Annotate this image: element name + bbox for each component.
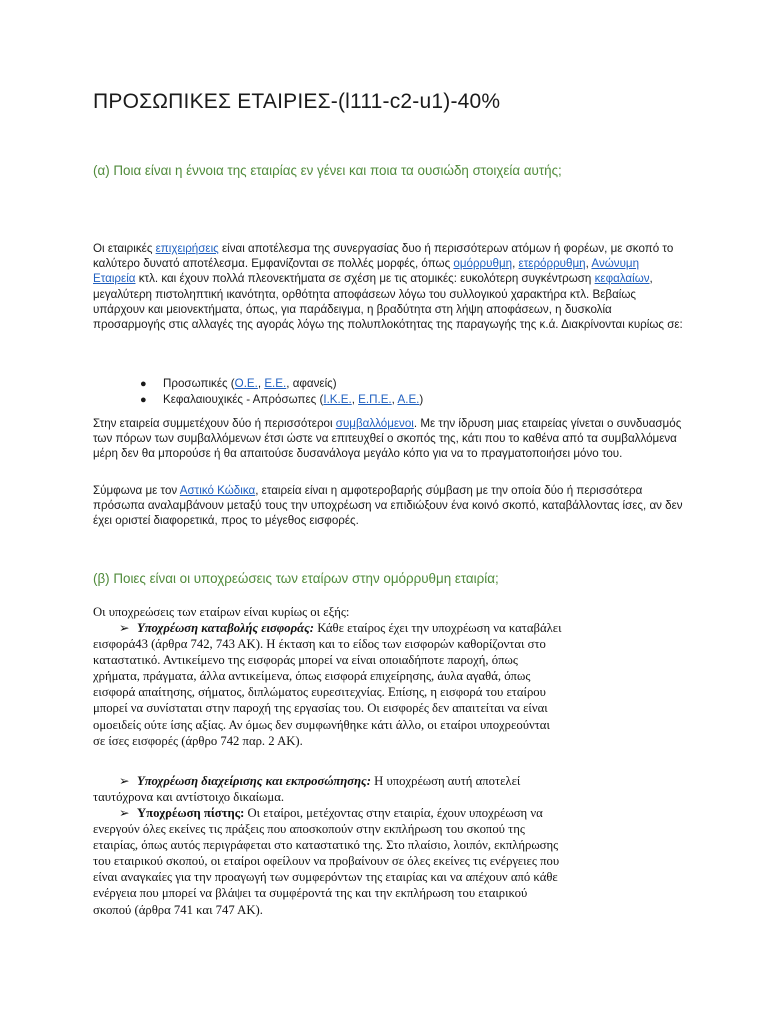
text-span: , — [391, 393, 398, 406]
link-epe[interactable]: Ε.Π.Ε. — [358, 393, 392, 406]
link-ike[interactable]: Ι.Κ.Ε. — [323, 393, 352, 406]
civil-code-paragraph — [93, 483, 683, 529]
company-types-list — [93, 376, 423, 408]
obligation-heading: Υποχρέωση διαχείρισης και εκπροσώπησης: — [137, 774, 371, 788]
text-span: , εταιρεία είναι η αμφοτεροβαρής σύμβαση με την οποία δύο ή περισσότερα πρόσωπα αναλαμβάνουν μεταξύ τους την υποχρέωση να επιδιώξουν ένα κοινό σκοπό, καταβάλλοντας ίσες, αν δεν έχει οριστεί διαφορετικά, προς το μέγεθος εισφορές. — [93, 484, 683, 528]
list-item — [93, 376, 423, 392]
text-span: , — [512, 257, 519, 271]
obligations-intro: Οι υποχρεώσεις των εταίρων είναι κυρίως οι εξής: — [93, 605, 350, 619]
link-symvallomenoi[interactable]: συμβαλλόμενοι — [335, 417, 414, 430]
obligation-text: Οι εταίροι, μετέχοντας στην εταιρία, έχουν υποχρέωση να ενεργούν όλες εκείνες τις πράξεις που αποσκοπούν στην εκπλήρωση του σκοπού της εταιρίας, όπως αυτός περιγράφεται στο καταστατικό της. Στο πλαίσιο, λοιπόν, εκπλήρωσης του εταιρικού σκοπού, οι εταίροι οφείλουν να προβαίνουν σε όλες εκείνες τις ενέργειες που είναι αναγκαίες για την προαγωγή των συμφερόντων της εταιρίας και να απέχουν από κάθε ενέργεια που μπορεί να βλάψει τα συμφέροντά της και την εκπλήρωση του εταιρικού σκοπού (άρθρα 741 και 747 ΑΚ). — [93, 806, 560, 917]
text-span: . Με την ίδρυση μιας εταιρείας γίνεται ο συνδυασμός των πόρων των συμβαλλόμενων έτσι ώστε να επιτευχθεί ο σκοπός της, κάτι που το καθένα από τα συμβαλλόμενα μέρη δεν θα μπορούσε ή θα απαιτούσε δυσανάλογα μεγάλο κόπο για να το πραγματοποιήσει μόνο του. — [93, 417, 682, 461]
bullet-icon: ● — [140, 394, 147, 406]
obligation-text: Κάθε εταίρος έχει την υποχρέωση να καταβάλει εισφορά43 (άρθρα 742, 743 ΑΚ). Η έκταση και το είδος των εισφορών καθορίζονται στο καταστατικό. Αντικείμενο της εισφοράς μπορεί να είναι οποιαδήποτε παροχή, όπως χρήματα, πράγματα, άλλα αντικείμενα, όπως εισφορά επιχείρησης, άυλα αγαθά, όπως εισφορά απαίτησης, σήματος, διπλώματος ευρεσιτεχνίας. Επίσης, η εισφορά του εταίρου μπορεί να συνίσταται στην παροχή της εργασίας του. Οι εισφορές δεν απαιτείται να είναι ομοειδείς ούτε ίσης αξίας. Αν όμως δεν συμφωνήθηκε κάτι άλλο, οι εταίροι υποχρεούνται σε ίσες εισφορές (άρθρο 742 παρ. 2 ΑΚ). — [93, 621, 562, 748]
question-b-heading: (β) Ποιες είναι οι υποχρεώσεις των εταίρων στην ομόρρυθμη εταιρία; — [93, 571, 499, 586]
text-span: Οι εταιρικές — [93, 242, 156, 255]
text-span: , μεγαλύτερη πιστοληπτική ικανότητα, ορθότητα αποφάσεων λόγω του συλλογικού χαρακτήρα κτλ. Βεβαίως υπάρχουν και μειονεκτήματα, όπως, για παράδειγμα, η βραδύτητα στη λήψη αποφάσεων, η δυσκολία προσαρμογής στις αλλαγές της αγοράς λόγω της πολυπλοκότητας της παραγωγής της κ.ά. Διακρίνονται κυρίως σε: — [93, 272, 683, 332]
question-a-heading: (α) Ποια είναι η έννοια της εταιρίας εν γένει και ποια τα ουσιώδη στοιχεία αυτής; — [93, 163, 562, 178]
link-oe[interactable]: Ο.Ε. — [234, 377, 258, 390]
arrow-bullet-icon: ➢ — [119, 806, 130, 820]
text-span: Στην εταιρεία συμμετέχουν δύο ή περισσότεροι — [93, 417, 336, 430]
bullet-icon: ● — [140, 378, 147, 390]
link-astikos-kodikas[interactable]: Αστικό Κώδικα — [179, 484, 256, 497]
text-span: Προσωπικές ( — [163, 377, 235, 390]
text-span: Κεφαλαιουχικές - Απρόσωπες ( — [163, 393, 324, 406]
obligation-management — [93, 773, 563, 805]
obligation-loyalty — [93, 805, 563, 918]
text-span: ) — [419, 393, 424, 406]
text-span: , αφανείς) — [286, 377, 337, 390]
text-span: , — [351, 393, 359, 406]
link-epixeiriseis[interactable]: επιχειρήσεις — [155, 242, 219, 255]
link-kefalaion[interactable]: κεφαλαίων — [594, 272, 650, 286]
participants-paragraph — [93, 416, 683, 462]
link-omorrythmi[interactable]: ομόρρυθμη — [453, 257, 513, 271]
text-span: είναι αποτέλεσμα της συνεργασίας δυο ή περισσότερων ατόμων ή φορέων, με σκοπό το καλύτερο δυνατό αποτέλεσμα. Εμφανίζονται σε πολλές μορφές, όπως — [93, 242, 674, 271]
link-anonymi-etaireia[interactable]: Ανώνυμη Εταιρεία — [93, 257, 640, 286]
arrow-bullet-icon: ➢ — [119, 774, 130, 788]
link-ae[interactable]: Α.Ε. — [397, 393, 420, 406]
text-span: , — [257, 377, 265, 390]
text-span: Σύμφωνα με τον — [93, 484, 180, 497]
intro-paragraph — [93, 241, 683, 332]
text-span: , — [585, 257, 592, 271]
obligation-text: Η υποχρέωση αυτή αποτελεί ταυτόχρονα και αντίστοιχο δικαίωμα. — [93, 774, 521, 805]
text-span: κτλ. και έχουν πολλά πλεονεκτήματα σε σχέση με τις ατομικές: ευκολότερη συγκέντρωση — [135, 272, 595, 286]
obligation-contribution — [93, 620, 563, 749]
page-title: ΠΡΟΣΩΠΙΚΕΣ ΕΤΑΙΡΙΕΣ-(l111-c2-u1)-40% — [93, 90, 501, 113]
obligation-heading: Υποχρέωση καταβολής εισφοράς: — [137, 621, 315, 635]
arrow-bullet-icon: ➢ — [119, 621, 130, 635]
list-item — [93, 392, 423, 408]
link-ee[interactable]: Ε.Ε. — [264, 377, 287, 390]
obligation-heading: Υποχρέωση πίστης: — [137, 806, 245, 820]
link-eterorrythmi[interactable]: ετερόρρυθμη — [518, 257, 586, 271]
